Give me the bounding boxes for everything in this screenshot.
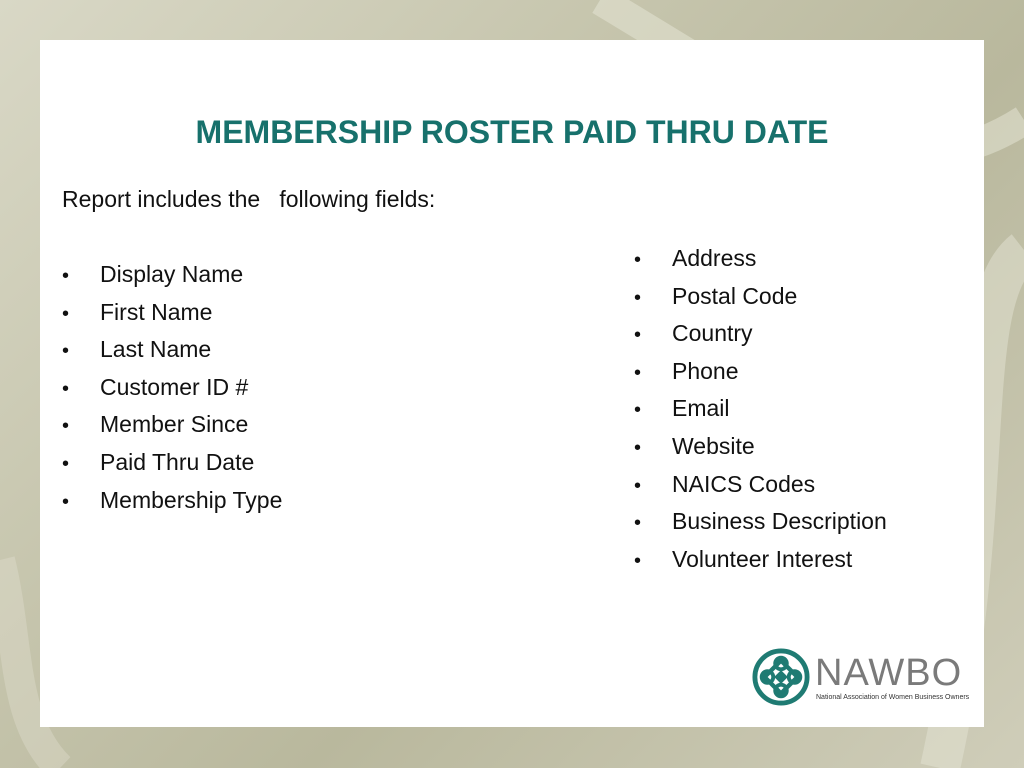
field-label: First Name (100, 298, 213, 325)
list-item (634, 393, 887, 431)
logo-tagline: National Association of Women Business Owners (816, 694, 970, 701)
bullet-icon: • (634, 399, 642, 422)
list-item (634, 356, 887, 394)
field-label: Email (672, 395, 730, 422)
bullet-icon: • (62, 452, 70, 475)
list-item (62, 259, 282, 297)
bullet-icon: • (62, 265, 70, 287)
field-label: Business Description (672, 508, 887, 535)
field-label: Display Name (100, 261, 244, 287)
field-label: NAICS Codes (672, 470, 816, 497)
bullet-icon: • (634, 549, 642, 572)
list-item (634, 281, 887, 319)
list-item (62, 485, 282, 523)
list-item (634, 318, 887, 356)
list-item (634, 243, 887, 281)
bullet-icon: • (62, 415, 70, 438)
slide-title: MEMBERSHIP ROSTER PAID THRU DATE (195, 114, 829, 150)
list-item (634, 544, 887, 582)
bullet-icon: • (634, 249, 642, 271)
bullet-icon: • (62, 490, 70, 513)
list-item (62, 372, 282, 410)
intro-text: Report includes the following fields: (62, 186, 436, 212)
field-label: Last Name (100, 336, 212, 363)
list-item (634, 506, 887, 544)
list-item (62, 334, 282, 372)
list-item (634, 431, 887, 469)
field-label: Membership Type (100, 486, 283, 513)
slide-content (40, 40, 984, 727)
list-item (62, 447, 282, 485)
field-label: Phone (672, 357, 739, 384)
bullet-icon: • (634, 361, 642, 384)
field-label: Member Since (100, 411, 249, 438)
list-item (634, 469, 887, 507)
bullet-icon: • (634, 436, 642, 459)
field-label: Postal Code (672, 282, 798, 309)
bullet-icon: • (634, 474, 642, 497)
field-label: Volunteer Interest (672, 545, 853, 572)
bullet-icon: • (634, 286, 642, 309)
logo-wordmark: NAWBO (815, 652, 963, 694)
bullet-icon: • (62, 302, 70, 325)
field-label: Country (672, 320, 753, 347)
bullet-icon: • (634, 324, 642, 347)
list-item (62, 409, 282, 447)
nawbo-logo (752, 648, 970, 712)
right-field-list (634, 243, 887, 581)
left-field-list (62, 259, 282, 522)
field-label: Address (672, 245, 757, 271)
nawbo-knot-icon (752, 648, 810, 706)
bullet-icon: • (62, 377, 70, 400)
list-item (62, 297, 282, 335)
bullet-icon: • (62, 340, 70, 363)
field-label: Customer ID # (100, 373, 249, 400)
field-label: Paid Thru Date (100, 448, 255, 475)
field-label: Website (672, 432, 755, 459)
bullet-icon: • (634, 512, 642, 535)
